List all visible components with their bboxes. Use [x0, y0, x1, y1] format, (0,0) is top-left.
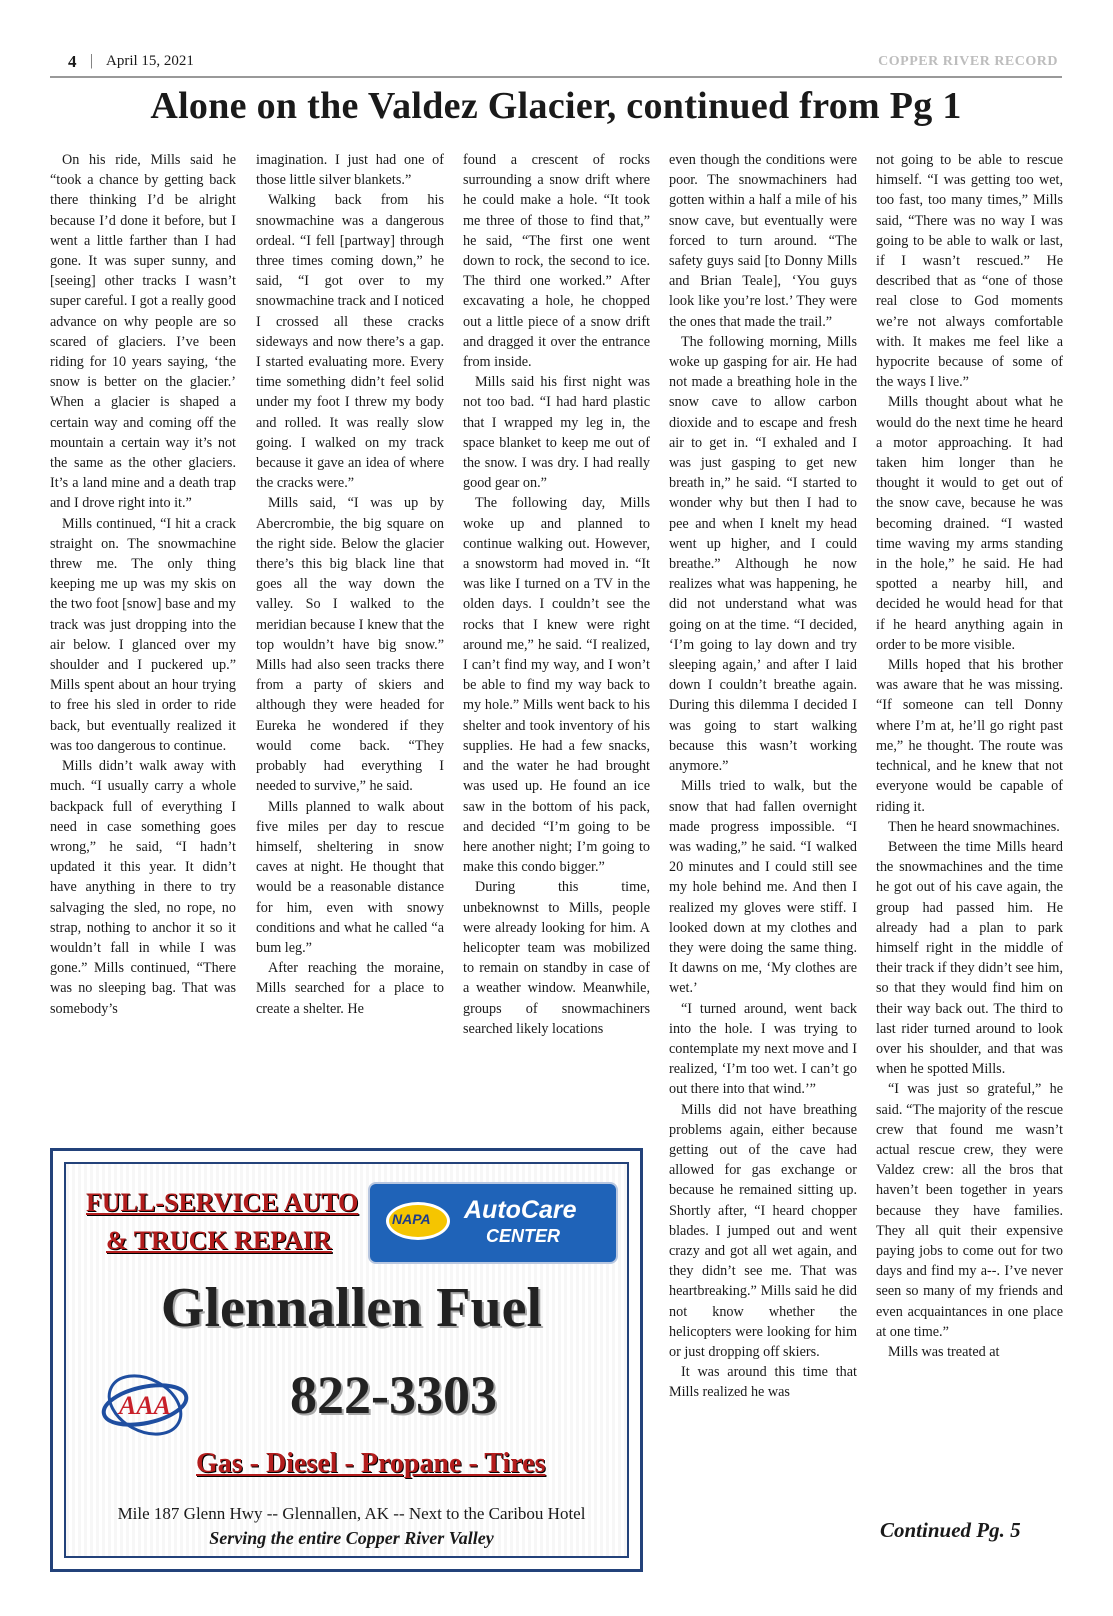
page-number: 4: [68, 52, 77, 71]
paragraph: Between the time Mills heard the snowmachines and the time he got out of his cave again, the group had passed him. He already had a plan to park himself right in the middle of their track if they didn’t see him, so that they would find him on their way back out. The third to last rider turned around to look over his shoulder, and that was when he spotted Mills.: [876, 838, 1063, 1078]
napa-autocare-text: AutoCare: [464, 1196, 577, 1224]
ad-service-area: Serving the entire Copper River Valley: [209, 1528, 494, 1548]
paragraph: Mills said, “I was up by Abercrombie, the big square on the right side. Below the glacier there’s this big black line that goes all the way down the valley. So I walked to the meridian because I knew that the top wouldn’t have big snow.” Mills had also seen tracks there from a party of skiers and although they were headed for Eureka he wondered if they would come back. “They probably had everything I needed to survive,” he said.: [256, 495, 444, 795]
aaa-logo-graphic: [100, 1374, 190, 1436]
paragraph: The following day, Mills woke up and planned to continue walking out. However, a snowstorm had moved in. “It was like I turned on a TV in the olden days. I couldn’t see the rocks that I knew were right around me,” he said. “I realized, I can’t find my way, and I won’t be able to find my way back to my hole.” Mills went back to his shelter and took inventory of his supplies. He had a few snacks, and the water he had brought was used up. He found an ice saw in the bottom of his pack, and decided “I’m going to be here another night; I’m going to make this condo bigger.”: [463, 495, 650, 876]
paragraph: After reaching the moraine, Mills searched for a place to create a shelter. He: [256, 960, 444, 1017]
paragraph: Mills said his first night was not too bad. “I had hard plastic that I wrapped my leg in, the space blanket to keep me out of the snow. I was dry. I had really good gear on.”: [463, 374, 650, 492]
paragraph: Mills did not have breathing problems again, either because getting out of the cave had allowed for gas exchange or because he remained sitting up. Shortly after, “I heard chopper blades. I jumped out and went crazy and got all wet again, and they didn’t see me. That was heartbreaking.” Mills said he did not know whether the helicopters were looking for him or just dropping off skiers.: [669, 1101, 857, 1360]
napa-center-text: CENTER: [486, 1226, 561, 1246]
business-name: Glennallen Fuel: [160, 1277, 543, 1339]
paragraph: not going to be able to rescue himself. “I was getting too wet, too fast, too many times,” Mills said, “There was no way I was going to be able to walk or last, if I wasn’t rescued.” He described that as “one of those real close to God moments we’re not always comfortable with. It makes me feel like a hypocrite because of some of the ways I live.”: [876, 152, 1063, 391]
masthead: COPPER RIVER RECORD: [878, 54, 1058, 69]
napa-autocare-logo: [368, 1182, 618, 1264]
paragraph: imagination. I just had one of those little silver blankets.”: [256, 152, 444, 189]
ad-inner-frame: [64, 1162, 629, 1558]
paragraph: The following morning, Mills woke up gasping for air. He had not made a breathing hole in the snow cave to allow carbon dioxide and to escape and fresh air to get in. “I exhaled and I was just gasping to get new breath in,” he said. “I started to wonder why but then I had to pee and when I knelt my head went up higher, and I could breathe.” Although he now realizes what was happening, he did not understand what was going on at the time. “I decided, ‘I’m going to lay down and try sleeping again,’ and after I laid down I couldn’t breathe again. During this dilemma I decided I was going to start walking because this wasn’t working anymore.”: [669, 333, 857, 775]
article-column-3: [463, 150, 650, 1132]
paragraph: Mills thought about what he would do the next time he heard a motor approaching. It had taken him longer than he thought it would to get out of the snow cave, because he was becoming drained. “I wasted time waving my arms standing in the hole,” he said. He had spotted a nearby hill, and decided he would head for that if he heard anything again in order to be more visible.: [876, 394, 1063, 653]
services-list: Gas - Diesel - Propane - Tires: [196, 1448, 546, 1479]
article-column-2: [256, 150, 444, 1132]
header-rule: [50, 76, 1062, 78]
issue-date: April 15, 2021: [106, 53, 194, 69]
phone-number[interactable]: 822-3303: [290, 1365, 497, 1425]
paragraph: “I turned around, went back into the hole. I was trying to contemplate my next move and I realized, ‘I’m too wet. I can’t go out there into that wind.’”: [669, 1000, 857, 1098]
paragraph: During this time, unbeknownst to Mills, people were already looking for him. A helicopter team was mobilized to remain on standby in case of a weather window. Meanwhile, groups of snowmachiners searched likely locations: [463, 879, 650, 1037]
paragraph: even though the conditions were poor. The snowmachiners had gotten within a half a mile of his snow cave, but eventually were forced to turn around. “The safety guys said [to Donny Mills and Brian Teale], ‘You guys look like you’re lost.’ They were the ones that made the trail.”: [669, 152, 857, 330]
article-column-5: [876, 150, 1063, 1510]
paragraph: Mills planned to walk about five miles per day to rescue himself, sheltering in snow caves at night. He thought that would be a reasonable distance for him, even with snowy conditions and what he called “a bum leg.”: [256, 798, 444, 956]
paragraph: Walking back from his snowmachine was a dangerous ordeal. “I fell [partway] through three times coming down,” he said, “I got over to my snowmachine track and I noticed I crossed all these cracks sideways and now there’s a gap. I started evaluating more. Every time something didn’t feel solid under my foot I threw my body and rolled. It was really slow going. I walked on my track because it gave an idea of where the cracks were.”: [256, 192, 444, 492]
paragraph: It was around this time that Mills realized he was: [669, 1364, 857, 1401]
ad-tagline-1: FULL-SERVICE AUTO: [86, 1188, 359, 1217]
advertisement[interactable]: [50, 1148, 643, 1572]
header-separator: |: [90, 52, 94, 69]
paragraph: found a crescent of rocks surrounding a snow drift where he could make a hole. “It took me three of those to find that,” he said, “The first one went down to rock, the second to ice. The third one worked.” After excavating a hole, he chopped out a little piece of a snow drift and dragged it over the entrance from inside.: [463, 152, 650, 371]
article-column-1: [50, 150, 236, 1132]
ad-tagline-2: & TRUCK REPAIR: [106, 1226, 332, 1255]
paragraph: “I was just so grateful,” he said. “The majority of the rescue crew that found me wasn’t actual rescue crew, they were Valdez crew: all the bros that haven’t been together in years because they have families. They all quit their expensive paying jobs to come out for two days and find my a--. I’ve never seen so many of my friends and even acquaintances in one place at one time.”: [876, 1081, 1063, 1340]
paragraph: Mills was treated at: [888, 1343, 1000, 1360]
page-header: [50, 52, 1062, 76]
paragraph: On his ride, Mills said he “took a chance by getting back there thinking I’d be alright because I’d done it before, but I went a little farther than I had gone. It was super sunny, and [seeing] other tracks I wasn’t super careful. I got a really good advance on why people are so scared of glaciers. I’ve been riding for 10 years saying, ‘the snow is better on the glacier.’ When a glacier is shaped a certain way and coming off the mountain a certain way it’s not the same as the other glaciers. It’s a land mine and a death trap and I drove right into it.”: [50, 152, 236, 512]
paragraph: Mills continued, “I hit a crack straight on. The snowmachine threw me. The only thing keeping me up was my skis on the two foot [snow] base and my track was just dropping into the air below. I glanced over my shoulder and I puckered up.” Mills spent about an hour trying to free his sled in order to ride back, but eventually realized it was too dangerous to continue.: [50, 515, 236, 754]
paragraph: Mills didn’t walk away with much. “I usually carry a whole backpack full of everything I need in case something goes wrong,” he said, “I hadn’t updated it this year. It didn’t have anything in there to try salvaging the sled, no rope, no strap, nothing to anchor it so it wouldn’t fall in while I was gone.” Mills continued, “There was no sleeping bag. That was somebody’s: [50, 758, 236, 1017]
ad-location: Mile 187 Glenn Hwy -- Glennallen, AK -- Next to the Caribou Hotel: [117, 1504, 586, 1523]
paragraph: Mills hoped that his brother was aware that he was missing. “If someone can tell Donny where I’m at, he’ll go right past me,” he thought. The route was technical, and he knew that not everyone would be capable of riding it.: [876, 657, 1063, 815]
napa-badge-text: NAPA: [392, 1211, 431, 1227]
paragraph: Mills tried to walk, but the snow that had fallen overnight made progress impossible. “I was wading,” he said. “I walked 20 minutes and I could still see my hole behind me. And then I realized my gloves were stiff. I looked down at my clothes and they were doing the same thing. It dawns on me, ‘My clothes are wet.’: [669, 778, 857, 997]
article-headline: Alone on the Valdez Glacier, continued from Pg 1: [150, 85, 962, 127]
paragraph: Then he heard snowmachines.: [888, 818, 1060, 835]
aaa-logo-text: AAA: [118, 1391, 172, 1420]
article-column-4: [669, 150, 857, 1612]
aaa-logo: [100, 1374, 190, 1436]
continued-note: Continued Pg. 5: [880, 1518, 1021, 1542]
